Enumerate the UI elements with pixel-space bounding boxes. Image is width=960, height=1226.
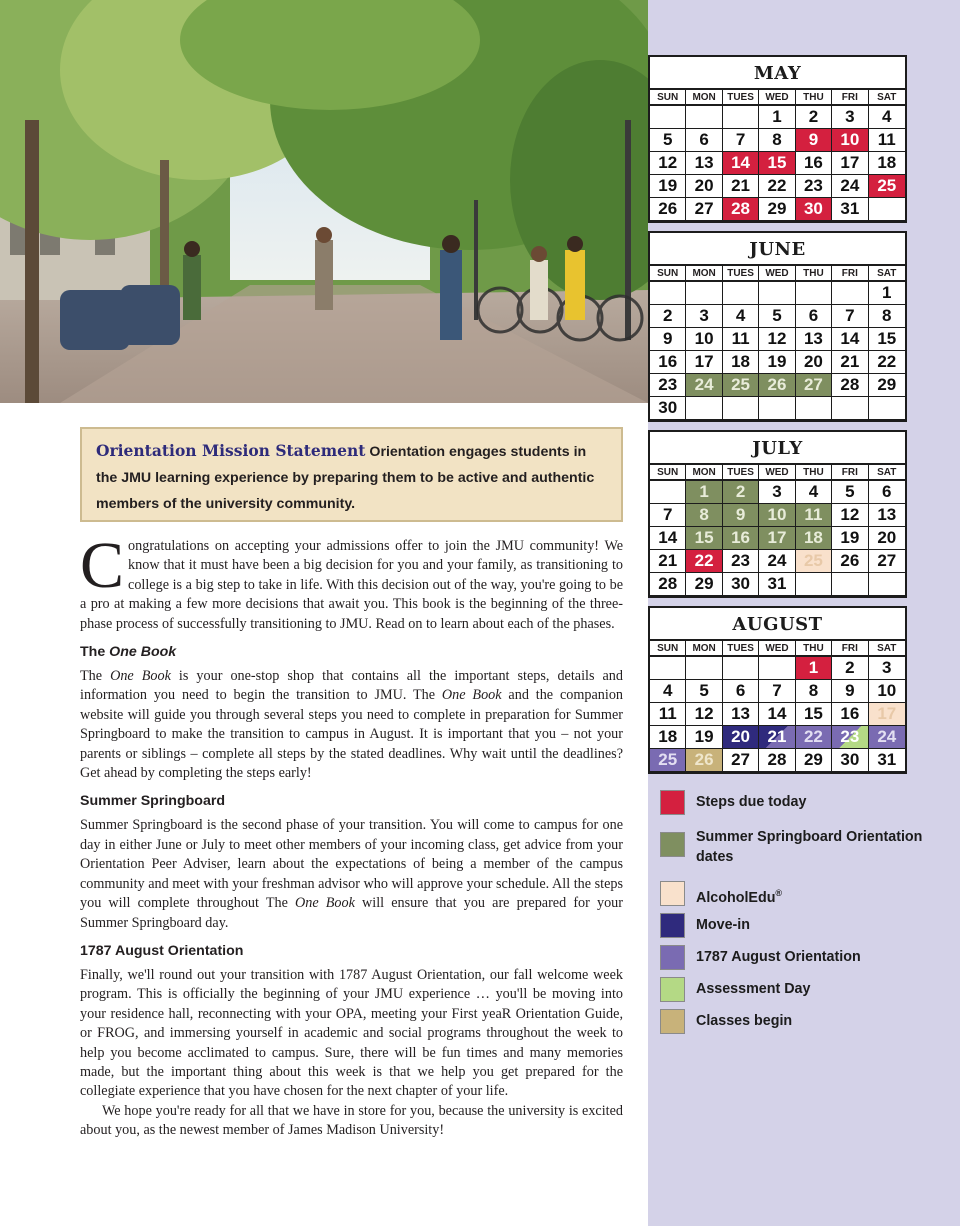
calendar-day: 13 — [796, 328, 832, 351]
calendar-day: 8 — [796, 680, 832, 703]
weekday-header: THU — [796, 641, 832, 657]
calendar-empty-cell — [869, 397, 905, 420]
calendar-day: 30 — [723, 573, 759, 596]
calendar-day: 4 — [796, 481, 832, 504]
calendar-day: 20 — [796, 351, 832, 374]
calendar-day: 1 — [796, 657, 832, 680]
calendar-day: 20 — [723, 726, 759, 749]
intro-paragraph — [80, 529, 623, 634]
legend-swatch — [660, 790, 685, 815]
calendar-day: 29 — [686, 573, 722, 596]
calendar-day: 26 — [686, 749, 722, 772]
calendar-empty-cell — [832, 573, 868, 596]
calendar-legend — [660, 790, 950, 1036]
weekday-header: MON — [686, 465, 722, 481]
calendar-empty-cell — [723, 106, 759, 129]
book-title: One Book — [441, 687, 502, 704]
calendar-day: 16 — [723, 527, 759, 550]
weekday-header: SAT — [869, 641, 905, 657]
calendar-day: 19 — [759, 351, 795, 374]
calendar-july — [648, 430, 907, 598]
calendar-day: 19 — [650, 175, 686, 198]
legend-swatch — [660, 977, 685, 1002]
legend-swatch — [660, 945, 685, 970]
calendar-day: 18 — [869, 152, 905, 175]
weekday-header: WED — [759, 90, 795, 106]
weekday-header: THU — [796, 465, 832, 481]
calendar-day: 2 — [796, 106, 832, 129]
calendar-day: 1 — [759, 106, 795, 129]
calendar-day: 9 — [650, 328, 686, 351]
calendar-day: 29 — [869, 374, 905, 397]
calendar-day: 21 — [650, 550, 686, 573]
calendar-day: 12 — [650, 152, 686, 175]
calendar-empty-cell — [686, 282, 722, 305]
calendar-day: 11 — [723, 328, 759, 351]
calendar-day: 14 — [759, 703, 795, 726]
calendar-day: 27 — [723, 749, 759, 772]
calendar-day: 14 — [650, 527, 686, 550]
calendar-day: 3 — [759, 481, 795, 504]
calendar-day: 6 — [723, 680, 759, 703]
calendar-day: 31 — [759, 573, 795, 596]
calendar-day: 25 — [869, 175, 905, 198]
calendar-empty-cell — [759, 282, 795, 305]
weekday-header: SAT — [869, 266, 905, 282]
calendar-day: 26 — [832, 550, 868, 573]
mission-title: Orientation Mission Statement — [96, 441, 366, 460]
calendar-empty-cell — [832, 397, 868, 420]
calendar-empty-cell — [869, 573, 905, 596]
section-heading-one-book — [80, 643, 623, 661]
calendar-day: 5 — [650, 129, 686, 152]
calendar-grid — [650, 641, 905, 772]
book-title: One Book — [295, 895, 355, 912]
legend-label-text: AlcoholEdu — [696, 889, 776, 906]
registered-mark: ® — [775, 888, 783, 898]
weekday-header: WED — [759, 641, 795, 657]
calendar-day: 13 — [723, 703, 759, 726]
weekday-header: SUN — [650, 266, 686, 282]
legend-swatch — [660, 832, 685, 857]
weekday-header: MON — [686, 641, 722, 657]
calendar-day: 25 — [723, 374, 759, 397]
calendar-day: 30 — [650, 397, 686, 420]
weekday-header: TUES — [723, 90, 759, 106]
calendar-day: 24 — [869, 726, 905, 749]
legend-item-alcoholedu — [660, 881, 950, 908]
calendar-day: 27 — [869, 550, 905, 573]
calendar-day: 7 — [832, 305, 868, 328]
calendar-day: 7 — [759, 680, 795, 703]
section-heading-august-orientation: 1787 August Orientation — [80, 942, 244, 959]
calendar-empty-cell — [650, 106, 686, 129]
weekday-header: WED — [759, 266, 795, 282]
calendar-day: 18 — [796, 527, 832, 550]
calendar-day: 10 — [759, 504, 795, 527]
calendar-day: 20 — [869, 527, 905, 550]
campus-photo — [0, 0, 648, 403]
legend-label: Summer Springboard Orientation dates — [696, 829, 923, 865]
calendar-day: 12 — [759, 328, 795, 351]
calendar-empty-cell — [759, 397, 795, 420]
calendar-day: 3 — [832, 106, 868, 129]
calendar-empty-cell — [796, 282, 832, 305]
text-run: Summer Springboard is the second phase of your transition. You will come to campus for one day in either June or July to meet other members of your incoming class, get advice from your Orientation Peer Adviser, learn about the expectations of being a member of the campus community and meet with your freshman advisor who will approve your schedule. All the steps you will complete throughout The — [80, 817, 623, 912]
legend-swatch — [660, 1009, 685, 1034]
legend-item-assessment-day — [660, 977, 950, 1004]
calendar-day: 25 — [650, 749, 686, 772]
legend-item-classes-begin — [660, 1009, 950, 1036]
calendar-day: 6 — [686, 129, 722, 152]
calendar-day: 4 — [723, 305, 759, 328]
calendar-day: 1 — [869, 282, 905, 305]
calendar-grid — [650, 266, 905, 420]
legend-label: Assessment Day — [696, 981, 811, 997]
legend-label: Move-in — [696, 917, 751, 933]
calendar-month-title: AUGUST — [650, 608, 905, 641]
calendar-day: 23 — [832, 726, 868, 749]
calendar-day: 24 — [686, 374, 722, 397]
legend-label — [696, 881, 950, 908]
august-orientation-paragraph: Finally, we'll round out your transition with 1787 August Orientation, our fall welcome week program. This is officially the beginning of your JMU experience … you'll be moving into your residence hall, reconnecting with your OPA, meeting your First yeaR Orientation Guide, or FROG, and immersing yourself in academic and social programs throughout the week to help you become acclimated to campus. Sure, there will be fun times and many memories made, but the important thing about this week is that we help you get prepared for the collegiate experience that you have chosen for the next chapter of your life. — [80, 966, 623, 1100]
calendar-day: 23 — [650, 374, 686, 397]
weekday-header: THU — [796, 90, 832, 106]
calendar-day: 17 — [832, 152, 868, 175]
calendar-empty-cell — [759, 657, 795, 680]
text-run: will ensure that you are prepared for your Summer Springboard day. — [80, 895, 623, 931]
text-run: The — [80, 668, 111, 685]
weekday-header: FRI — [832, 90, 868, 106]
calendar-june — [648, 231, 907, 422]
heading-emphasis: One Book — [109, 644, 177, 661]
legend-label: Steps due today — [696, 794, 807, 810]
calendar-day: 11 — [869, 129, 905, 152]
calendar-day: 28 — [650, 573, 686, 596]
calendar-day: 19 — [686, 726, 722, 749]
calendar-day: 16 — [650, 351, 686, 374]
calendar-empty-cell — [723, 397, 759, 420]
calendar-day: 6 — [796, 305, 832, 328]
weekday-header: SAT — [869, 90, 905, 106]
article-body — [80, 529, 624, 1141]
legend-item-steps-due — [660, 790, 950, 817]
heading-prefix: The — [80, 644, 110, 661]
calendar-day: 3 — [686, 305, 722, 328]
calendar-day: 6 — [869, 481, 905, 504]
summer-springboard-paragraph — [80, 816, 623, 932]
calendar-day: 22 — [869, 351, 905, 374]
weekday-header: SAT — [869, 465, 905, 481]
calendar-grid — [650, 90, 905, 221]
calendar-day: 17 — [869, 703, 905, 726]
calendar-day: 3 — [869, 657, 905, 680]
calendar-day: 11 — [650, 703, 686, 726]
calendar-day: 15 — [869, 328, 905, 351]
calendar-day: 7 — [650, 504, 686, 527]
legend-swatch — [660, 881, 685, 906]
calendar-empty-cell — [869, 198, 905, 221]
calendar-day: 27 — [796, 374, 832, 397]
weekday-header: SUN — [650, 90, 686, 106]
calendar-day: 16 — [832, 703, 868, 726]
calendar-day: 15 — [759, 152, 795, 175]
calendar-day: 18 — [650, 726, 686, 749]
legend-item-move-in — [660, 913, 950, 940]
calendar-day: 16 — [796, 152, 832, 175]
calendar-day: 31 — [832, 198, 868, 221]
calendar-day: 14 — [832, 328, 868, 351]
calendar-empty-cell — [723, 657, 759, 680]
calendar-may — [648, 55, 907, 223]
calendar-day: 8 — [869, 305, 905, 328]
legend-item-springboard — [660, 828, 950, 870]
calendar-day: 2 — [650, 305, 686, 328]
drop-cap: C — [80, 529, 125, 602]
weekday-header: FRI — [832, 266, 868, 282]
calendar-day: 10 — [832, 129, 868, 152]
calendar-day: 26 — [759, 374, 795, 397]
weekday-header: MON — [686, 266, 722, 282]
calendar-day: 7 — [723, 129, 759, 152]
calendar-day: 11 — [796, 504, 832, 527]
text-run: and the companion website will guide you through several steps you need to complete in preparation for Summer Springboard to make the transition to campus in August. It is important that you – not your parents or siblings – complete all steps by the stated deadlines. Why wait until the deadlines? Get ahead by completing the steps early! — [80, 687, 624, 782]
calendar-day: 21 — [832, 351, 868, 374]
calendar-empty-cell — [650, 657, 686, 680]
calendar-month-title: JUNE — [650, 233, 905, 266]
calendar-day: 12 — [686, 703, 722, 726]
calendar-day: 20 — [686, 175, 722, 198]
weekday-header: FRI — [832, 641, 868, 657]
calendar-day: 29 — [759, 198, 795, 221]
calendar-empty-cell — [832, 282, 868, 305]
calendar-day: 24 — [759, 550, 795, 573]
weekday-header: MON — [686, 90, 722, 106]
calendar-empty-cell — [796, 573, 832, 596]
weekday-header: TUES — [723, 465, 759, 481]
calendar-day: 10 — [869, 680, 905, 703]
calendar-day: 28 — [759, 749, 795, 772]
legend-swatch — [660, 913, 685, 938]
calendar-empty-cell — [686, 397, 722, 420]
calendar-day: 4 — [650, 680, 686, 703]
calendar-day: 28 — [832, 374, 868, 397]
mission-statement-box — [80, 427, 623, 522]
calendar-empty-cell — [686, 657, 722, 680]
closing-paragraph: We hope you're ready for all that we have in store for you, because the university is excited about you, as the newest member of James Madison University! — [80, 1102, 623, 1139]
calendar-month-title: JULY — [650, 432, 905, 465]
calendar-grid — [650, 465, 905, 596]
calendar-empty-cell — [723, 282, 759, 305]
calendar-day: 23 — [796, 175, 832, 198]
calendar-day: 5 — [832, 481, 868, 504]
calendar-day: 5 — [759, 305, 795, 328]
calendar-day: 15 — [796, 703, 832, 726]
calendar-day: 25 — [796, 550, 832, 573]
book-title: One Book — [110, 668, 171, 685]
calendar-day: 9 — [723, 504, 759, 527]
calendar-day: 19 — [832, 527, 868, 550]
calendar-day: 14 — [723, 152, 759, 175]
calendar-day: 13 — [686, 152, 722, 175]
calendar-day: 12 — [832, 504, 868, 527]
calendar-day: 2 — [832, 657, 868, 680]
calendar-empty-cell — [650, 282, 686, 305]
calendar-day: 31 — [869, 749, 905, 772]
weekday-header: THU — [796, 266, 832, 282]
calendar-day: 21 — [759, 726, 795, 749]
calendar-day: 18 — [723, 351, 759, 374]
calendar-day: 26 — [650, 198, 686, 221]
calendar-empty-cell — [650, 481, 686, 504]
calendar-day: 8 — [686, 504, 722, 527]
calendar-empty-cell — [796, 397, 832, 420]
calendar-day: 22 — [686, 550, 722, 573]
weekday-header: FRI — [832, 465, 868, 481]
calendar-day: 30 — [832, 749, 868, 772]
intro-text: ongratulations on accepting your admissions offer to join the JMU community! We know that it must have been a big decision for you and your family, as transitioning to college is a big step to take in life. With this decision out of the way, you're going to be a pro at making a few more decisions that await you. This book is the beginning of the three-phase process of successfully transitioning to JMU. Read on to learn about each of the phases. — [80, 538, 623, 632]
calendar-month-title: MAY — [650, 57, 905, 90]
calendar-day: 4 — [869, 106, 905, 129]
calendar-day: 29 — [796, 749, 832, 772]
calendar-day: 10 — [686, 328, 722, 351]
calendar-empty-cell — [686, 106, 722, 129]
calendar-day: 22 — [796, 726, 832, 749]
one-book-paragraph — [80, 667, 623, 783]
weekday-header: TUES — [723, 266, 759, 282]
calendar-day: 24 — [832, 175, 868, 198]
calendar-day: 30 — [796, 198, 832, 221]
calendar-day: 8 — [759, 129, 795, 152]
legend-item-august-orientation — [660, 945, 950, 972]
calendar-day: 9 — [832, 680, 868, 703]
weekday-header: SUN — [650, 465, 686, 481]
weekday-header: SUN — [650, 641, 686, 657]
calendar-day: 2 — [723, 481, 759, 504]
calendar-day: 1 — [686, 481, 722, 504]
legend-label: Classes begin — [696, 1013, 793, 1029]
text-run: is your one-stop shop that contains all the important steps, details and information you need to begin the transition to JMU. The — [80, 668, 623, 704]
mission-text: Orientation engages students in the JMU learning experience by preparing them to be active and authentic members of the university community. — [96, 444, 595, 512]
calendar-august — [648, 606, 907, 774]
calendar-day: 13 — [869, 504, 905, 527]
calendar-day: 17 — [759, 527, 795, 550]
calendar-day: 9 — [796, 129, 832, 152]
legend-label: 1787 August Orientation — [696, 949, 861, 965]
calendar-day: 27 — [686, 198, 722, 221]
calendar-day: 22 — [759, 175, 795, 198]
weekday-header: TUES — [723, 641, 759, 657]
calendar-day: 17 — [686, 351, 722, 374]
calendar-day: 28 — [723, 198, 759, 221]
section-heading-summer-springboard: Summer Springboard — [80, 793, 226, 810]
calendar-day: 21 — [723, 175, 759, 198]
calendar-day: 23 — [723, 550, 759, 573]
calendar-day: 5 — [686, 680, 722, 703]
calendar-day: 15 — [686, 527, 722, 550]
weekday-header: WED — [759, 465, 795, 481]
